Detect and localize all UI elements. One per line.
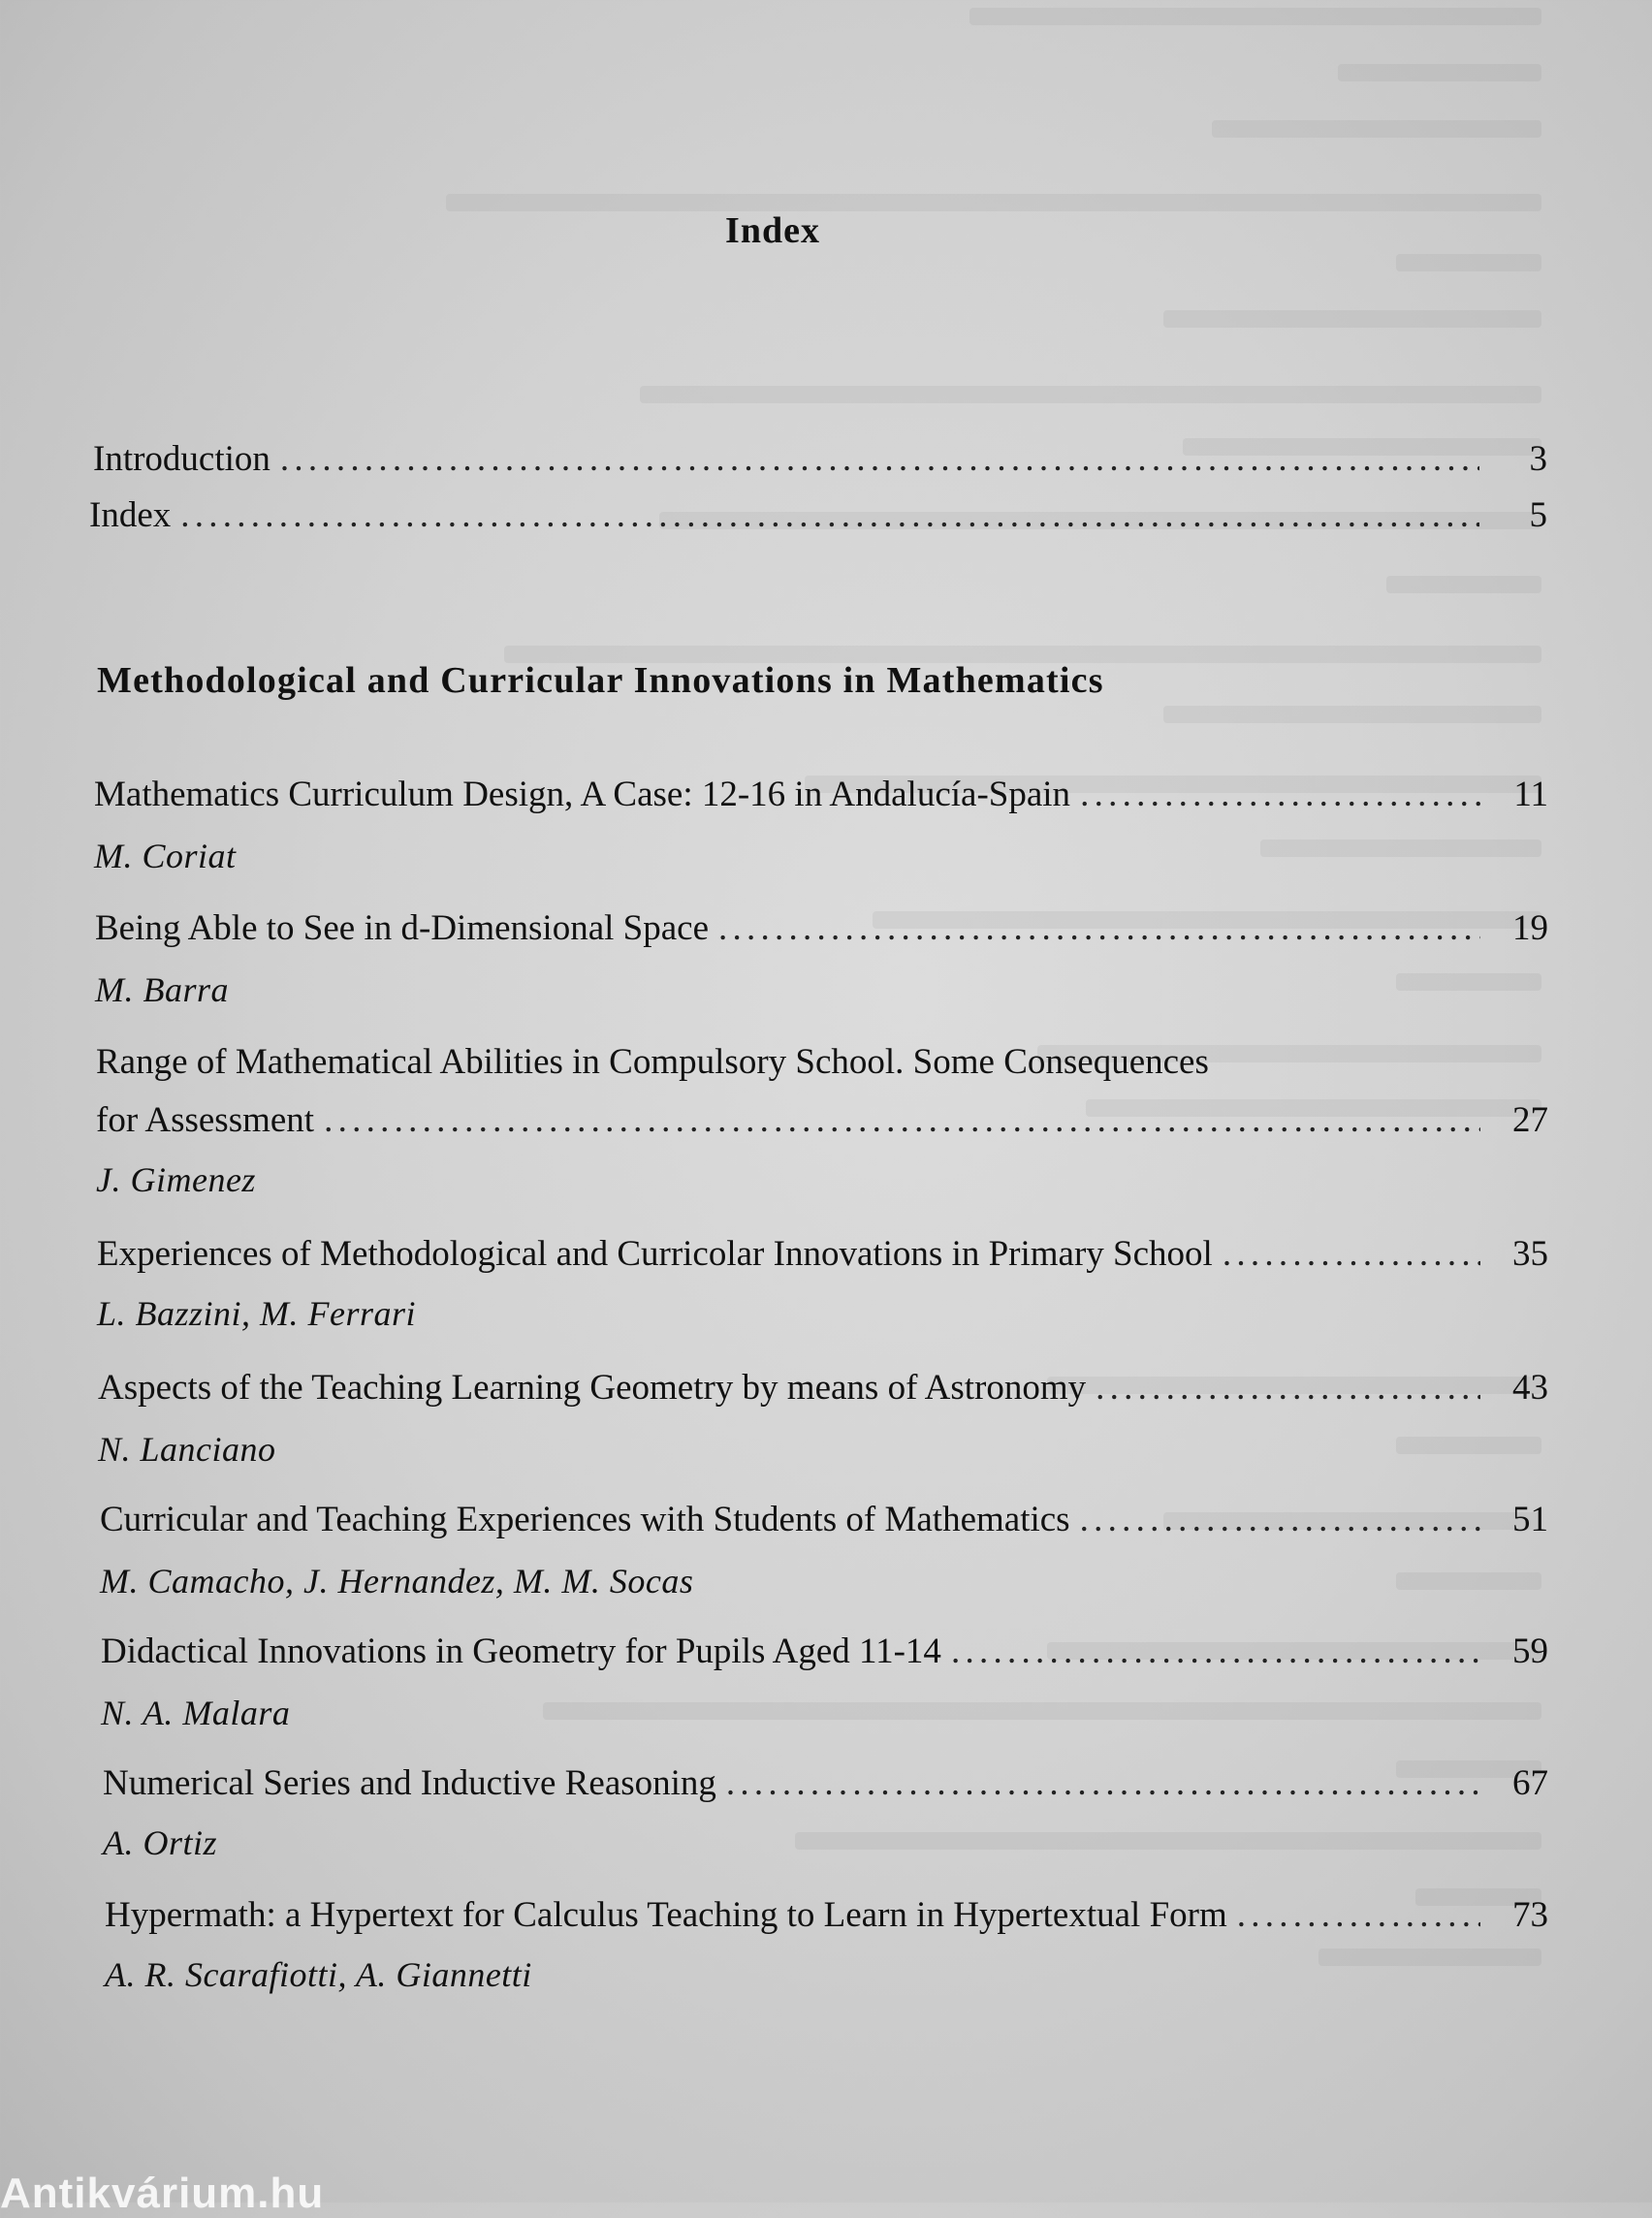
toc-entry-authors: L. Bazzini, M. Ferrari [97, 1294, 417, 1333]
toc-entry[interactable] [103, 1762, 1548, 1804]
dot-leader [718, 907, 1480, 949]
watermark: Antikvárium.hu [0, 2170, 325, 2217]
dot-leader [1237, 1894, 1480, 1936]
toc-entry[interactable] [97, 1233, 1548, 1275]
toc-entry-title[interactable]: Range of Mathematical Abilities in Compulsory School. Some Consequences [96, 1042, 1209, 1082]
toc-page-number: 73 [1512, 1895, 1548, 1935]
toc-entry-authors: N. Lanciano [98, 1430, 276, 1469]
toc-entry[interactable] [94, 774, 1548, 815]
toc-entry[interactable] [95, 907, 1548, 949]
toc-page-number: 11 [1513, 775, 1548, 814]
toc-page-number: 51 [1512, 1500, 1548, 1539]
toc-entry[interactable] [100, 1499, 1548, 1540]
toc-entry-title: Aspects of the Teaching Learning Geometry by means of Astronomy [98, 1368, 1087, 1408]
toc-entry[interactable] [98, 1367, 1548, 1409]
toc-entry-introduction[interactable] [93, 438, 1547, 480]
toc-page-number: 3 [1529, 439, 1547, 479]
toc-entry-title: Experiences of Methodological and Curricolar Innovations in Primary School [97, 1234, 1213, 1274]
dot-leader [1223, 1233, 1480, 1275]
section-title: Methodological and Curricular Innovations in Mathematics [97, 660, 1104, 701]
dot-leader [180, 494, 1479, 536]
toc-page-number: 35 [1512, 1234, 1548, 1274]
page-title: Index [725, 210, 820, 251]
toc-entry-authors: A. Ortiz [103, 1823, 218, 1862]
toc-entry-title: Mathematics Curriculum Design, A Case: 12-16 in Andalucía-Spain [94, 775, 1071, 814]
toc-entry[interactable] [101, 1631, 1548, 1672]
toc-entry-title: Hypermath: a Hypertext for Calculus Teaching to Learn in Hypertextual Form [105, 1895, 1227, 1935]
toc-page-number: 67 [1512, 1763, 1548, 1803]
dot-leader [726, 1762, 1480, 1804]
toc-entry-title: Curricular and Teaching Experiences with Students of Mathematics [100, 1500, 1070, 1539]
toc-entry[interactable] [96, 1099, 1548, 1141]
toc-entry-title: Index [89, 495, 172, 535]
toc-entry-title: Didactical Innovations in Geometry for Pupils Aged 11-14 [101, 1632, 941, 1671]
toc-entry-authors: M. Barra [95, 970, 229, 1009]
toc-entry-authors: J. Gimenez [96, 1160, 256, 1199]
dot-leader [951, 1631, 1480, 1672]
toc-page-number: 27 [1512, 1100, 1548, 1140]
toc-entry-index[interactable] [89, 494, 1547, 536]
toc-page-number: 43 [1512, 1368, 1548, 1408]
dot-leader [1080, 1499, 1480, 1540]
dot-leader [1096, 1367, 1480, 1409]
toc-entry-authors: M. Camacho, J. Hernandez, M. M. Socas [100, 1562, 694, 1600]
toc-page-number: 5 [1529, 495, 1547, 535]
toc-page-number: 19 [1512, 908, 1548, 948]
toc-entry-authors: A. R. Scarafiotti, A. Giannetti [105, 1955, 532, 1994]
toc-entry-authors: M. Coriat [94, 837, 237, 875]
dot-leader [324, 1099, 1480, 1141]
toc-page-number: 59 [1512, 1632, 1548, 1671]
toc-entry-title-continued: for Assessment [96, 1100, 315, 1140]
toc-entry[interactable] [105, 1894, 1548, 1936]
toc-entry-title: Numerical Series and Inductive Reasoning [103, 1763, 716, 1803]
dot-leader [280, 438, 1479, 480]
toc-entry-title: Being Able to See in d-Dimensional Space [95, 908, 709, 948]
dot-leader [1080, 774, 1480, 815]
toc-entry-authors: N. A. Malara [101, 1694, 291, 1732]
toc-entry-title: Introduction [93, 439, 270, 479]
